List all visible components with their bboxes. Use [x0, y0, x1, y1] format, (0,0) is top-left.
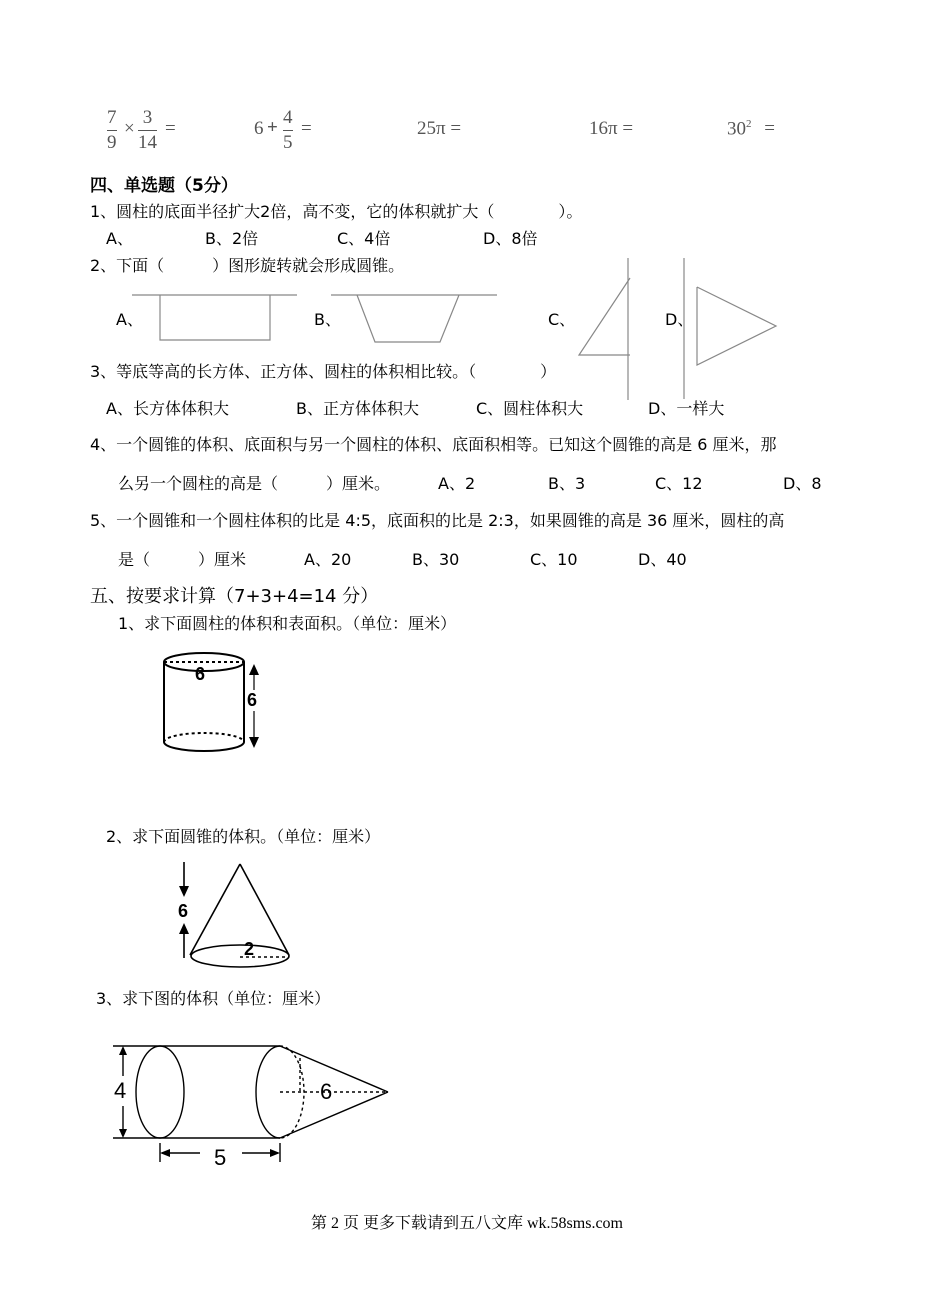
denominator: 5: [283, 132, 293, 153]
option: D、8倍: [483, 229, 538, 248]
cylinder-diameter-label: 6: [195, 664, 206, 684]
expression: 16π =: [589, 118, 634, 139]
question-text: 么另一个圆柱的高是（ ）厘米。: [118, 474, 391, 493]
option: C、10: [530, 550, 578, 569]
option: A、长方体体积大: [106, 399, 229, 418]
option: D、40: [638, 550, 687, 569]
option: B、: [314, 310, 341, 329]
denominator: 9: [107, 132, 117, 153]
cone-height-label: 6: [178, 901, 189, 921]
length-label: 5: [214, 1145, 227, 1170]
option: B、30: [412, 550, 460, 569]
numerator: 3: [142, 107, 153, 128]
question-text: 3、等底等高的长方体、正方体、圆柱的体积相比较。（ ）: [90, 362, 557, 381]
problem-text: 2、求下面圆锥的体积。（单位：厘米）: [106, 827, 381, 846]
expression: $30^2$ =: [727, 118, 775, 140]
option: A、: [106, 229, 133, 248]
whole-number: 6: [254, 118, 264, 139]
option: D、一样大: [648, 399, 725, 418]
problem-text: 1、求下面圆柱的体积和表面积。（单位：厘米）: [118, 614, 457, 633]
option: A、20: [304, 550, 352, 569]
page-footer: 第 2 页 更多下载请到五八文库 wk.58sms.com: [311, 1215, 624, 1232]
option: B、正方体体积大: [296, 399, 419, 418]
equals-sign: =: [165, 118, 176, 139]
height-label: 4: [114, 1078, 127, 1103]
section-title: 五、按要求计算（7+3+4=14 分）: [90, 586, 379, 607]
denominator: 14: [138, 132, 157, 153]
question-text: 1、圆柱的底面半径扩大2倍，高不变，它的体积就扩大（ ）。: [90, 202, 583, 221]
option: B、2倍: [205, 229, 259, 248]
numerator: 4: [283, 107, 293, 128]
option: C、圆柱体积大: [476, 399, 584, 418]
section-title: 四、单选题（5分）: [90, 176, 238, 196]
question-text: 是（ ）厘米: [118, 550, 247, 569]
cylinder-height-label: 6: [247, 690, 258, 710]
option: A、: [116, 310, 143, 329]
equals-sign: =: [301, 118, 312, 139]
numerator: 7: [107, 107, 117, 128]
option: C、: [548, 310, 576, 329]
option: D、: [665, 310, 694, 329]
expression: 25π =: [417, 118, 462, 139]
question-text: 4、一个圆锥的体积、底面积与另一个圆柱的体积、底面积相等。已知这个圆锥的高是 6 厘米，那: [90, 435, 777, 454]
option: B、3: [548, 474, 586, 493]
option: C、12: [655, 474, 703, 493]
cone-length-label: 6: [320, 1079, 333, 1104]
operator: +: [267, 117, 278, 138]
cone-radius-label: 2: [244, 939, 255, 959]
problem-text: 3、求下图的体积（单位：厘米）: [96, 989, 331, 1008]
operator: ×: [124, 118, 135, 139]
question-text: 2、下面（ ）图形旋转就会形成圆锥。: [90, 256, 405, 275]
option: D、8: [783, 474, 822, 493]
question-text: 5、一个圆锥和一个圆柱体积的比是 4:5，底面积的比是 2:3，如果圆锥的高是 36 厘米，圆柱的高: [90, 511, 785, 530]
option: C、4倍: [337, 229, 391, 248]
option: A、2: [438, 474, 476, 493]
